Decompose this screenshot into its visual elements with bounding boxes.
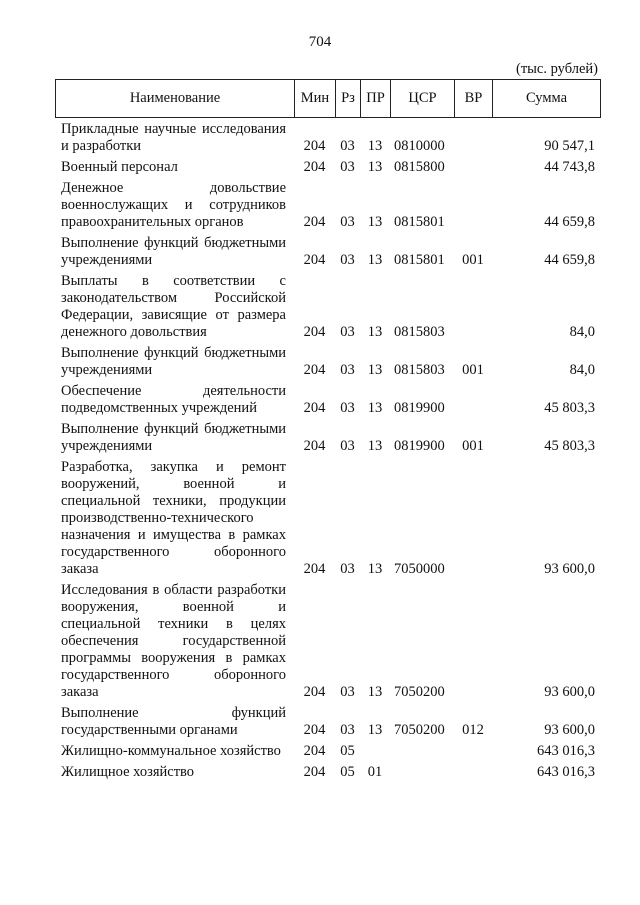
row-pr xyxy=(360,743,390,764)
table-row xyxy=(55,582,600,705)
column-header-min: Мин xyxy=(295,80,336,118)
row-rz: 03 xyxy=(340,159,355,175)
row-min: 204 xyxy=(303,438,326,454)
row-vr: 001 xyxy=(462,438,484,454)
row-name: Выполнение функций бюджетными учреждениями xyxy=(61,345,286,378)
row-rz: 03 xyxy=(340,722,355,738)
row-rz: 03 xyxy=(340,362,355,378)
table-header xyxy=(55,79,601,118)
row-csr: 0815801 xyxy=(394,214,445,230)
row-csr: 0815803 xyxy=(394,362,445,378)
row-pr: 13 xyxy=(367,214,383,230)
row-name: Жилищное хозяйство xyxy=(61,764,195,780)
units-label: (тыс. рублей) xyxy=(516,61,598,77)
row-name: Прикладные научные исследования и разработки xyxy=(61,121,286,154)
row-vr xyxy=(454,582,492,705)
column-header-vr: ВР xyxy=(455,80,493,118)
row-pr: 13 xyxy=(367,324,383,340)
row-min: 204 xyxy=(303,561,326,577)
table-row xyxy=(55,705,600,743)
row-sum: 643 016,3 xyxy=(537,743,595,759)
row-csr: 7050200 xyxy=(394,722,445,738)
row-vr xyxy=(454,121,492,159)
row-pr: 13 xyxy=(367,138,383,154)
row-pr: 13 xyxy=(367,561,383,577)
row-rz: 03 xyxy=(340,561,355,577)
row-csr: 0815803 xyxy=(394,324,445,340)
row-pr: 01 xyxy=(367,764,383,780)
row-sum: 84,0 xyxy=(569,324,595,340)
row-vr xyxy=(454,743,492,764)
row-rz: 03 xyxy=(340,138,355,154)
row-name: Денежное довольствие военнослужащих и сотрудников правоохранительных органов xyxy=(61,180,286,230)
row-pr: 13 xyxy=(367,722,383,738)
row-min: 204 xyxy=(303,743,326,759)
row-pr: 13 xyxy=(367,159,383,175)
row-pr: 13 xyxy=(367,362,383,378)
row-name: Обеспечение деятельности подведомственных учреждений xyxy=(61,383,286,416)
row-pr: 13 xyxy=(367,684,383,700)
row-rz: 03 xyxy=(340,400,355,416)
row-name: Выполнение функций бюджетными учреждениями xyxy=(61,235,286,268)
row-rz: 03 xyxy=(340,214,355,230)
row-csr xyxy=(390,764,454,785)
row-sum: 45 803,3 xyxy=(544,438,595,454)
row-min: 204 xyxy=(303,214,326,230)
row-name: Военный персонал xyxy=(61,159,178,175)
row-csr: 0819900 xyxy=(394,438,445,454)
row-min: 204 xyxy=(303,722,326,738)
row-sum: 93 600,0 xyxy=(544,561,595,577)
page-number: 704 xyxy=(308,34,332,50)
column-header-csr: ЦСР xyxy=(391,80,455,118)
row-name: Разработка, закупка и ремонт вооружений, военной и специальной техники, продукции производственно-технического назначения и имущества в рамках государственного оборонного заказа xyxy=(61,459,286,577)
row-sum: 44 743,8 xyxy=(544,159,595,175)
row-min: 204 xyxy=(303,324,326,340)
row-vr xyxy=(454,180,492,235)
row-csr xyxy=(390,743,454,764)
row-sum: 45 803,3 xyxy=(544,400,595,416)
row-sum: 44 659,8 xyxy=(544,214,595,230)
table-row xyxy=(55,273,600,345)
row-pr: 13 xyxy=(367,252,383,268)
row-vr: 001 xyxy=(462,252,484,268)
row-pr: 13 xyxy=(367,400,383,416)
row-pr: 13 xyxy=(367,438,383,454)
table-row xyxy=(55,235,600,273)
row-vr xyxy=(454,383,492,421)
table-row xyxy=(55,345,600,383)
row-vr xyxy=(454,273,492,345)
table-row xyxy=(55,159,600,180)
column-header-name: Наименование xyxy=(56,80,295,118)
row-min: 204 xyxy=(303,138,326,154)
row-sum: 44 659,8 xyxy=(544,252,595,268)
table-row xyxy=(55,421,600,459)
row-csr: 0819900 xyxy=(394,400,445,416)
column-header-sum: Сумма xyxy=(493,80,601,118)
row-name: Выплаты в соответствии с законодательством Российской Федерации, зависящие от размера денежного довольствия xyxy=(61,273,286,340)
row-rz: 03 xyxy=(340,252,355,268)
row-sum: 643 016,3 xyxy=(537,764,595,780)
row-sum: 93 600,0 xyxy=(544,684,595,700)
row-csr: 0815800 xyxy=(394,159,445,175)
row-rz: 03 xyxy=(340,438,355,454)
row-vr: 012 xyxy=(462,722,484,738)
row-csr: 0810000 xyxy=(394,138,445,154)
row-vr xyxy=(454,159,492,180)
table-row xyxy=(55,180,600,235)
row-csr: 7050000 xyxy=(394,561,445,577)
row-vr xyxy=(454,764,492,785)
row-vr: 001 xyxy=(462,362,484,378)
table-row xyxy=(55,764,600,785)
budget-table xyxy=(55,121,600,785)
row-sum: 93 600,0 xyxy=(544,722,595,738)
row-min: 204 xyxy=(303,159,326,175)
table-row xyxy=(55,743,600,764)
row-rz: 03 xyxy=(340,324,355,340)
column-header-rz: Рз xyxy=(336,80,361,118)
row-min: 204 xyxy=(303,684,326,700)
row-min: 204 xyxy=(303,252,326,268)
row-sum: 90 547,1 xyxy=(544,138,595,154)
row-name: Выполнение функций бюджетными учреждениями xyxy=(61,421,286,454)
row-rz: 05 xyxy=(340,743,355,759)
row-csr: 0815801 xyxy=(394,252,445,268)
table-row xyxy=(55,121,600,159)
row-name: Жилищно-коммунальное хозяйство xyxy=(61,743,281,759)
row-name: Выполнение функций государственными органами xyxy=(61,705,286,738)
row-rz: 05 xyxy=(340,764,355,780)
row-csr: 7050200 xyxy=(394,684,445,700)
row-sum: 84,0 xyxy=(569,362,595,378)
table-row xyxy=(55,383,600,421)
row-rz: 03 xyxy=(340,684,355,700)
row-min: 204 xyxy=(303,764,326,780)
row-min: 204 xyxy=(303,400,326,416)
table-row xyxy=(55,459,600,582)
row-min: 204 xyxy=(303,362,326,378)
column-header-pr: ПР xyxy=(361,80,391,118)
row-name: Исследования в области разработки вооружения, военной и специальной техники в целях обеспечения государственной программы вооружения в рамках государственного оборонного заказа xyxy=(61,582,286,700)
row-vr xyxy=(454,459,492,582)
